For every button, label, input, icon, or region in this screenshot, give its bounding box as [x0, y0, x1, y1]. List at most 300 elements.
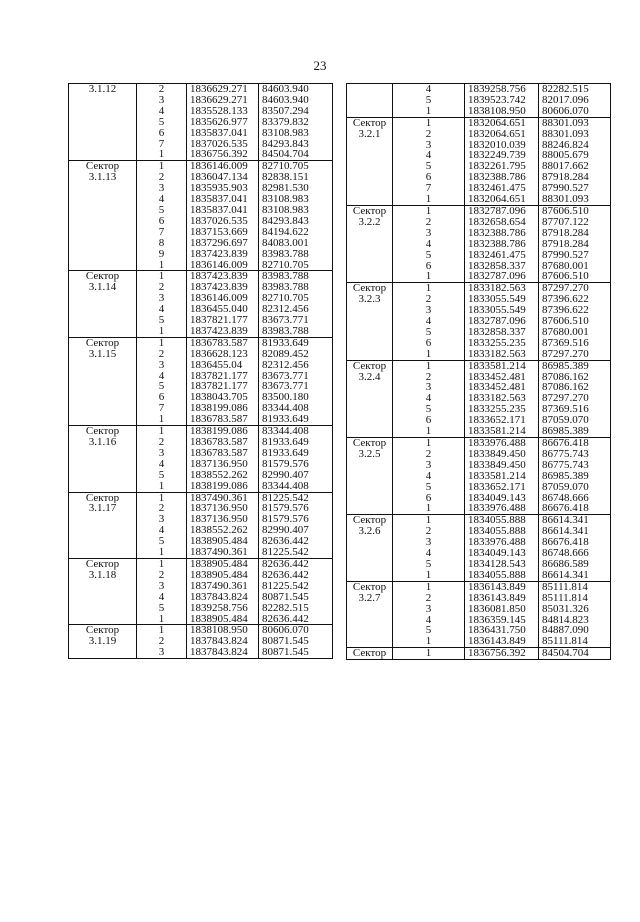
- point-number: 1: [137, 558, 187, 569]
- coordinate-y: 82636.442: [259, 558, 333, 569]
- coordinate-y: 86775.743: [539, 460, 611, 471]
- coordinate-x: 1834055.888: [465, 570, 539, 581]
- coordinate-x: 1837026.535: [187, 139, 259, 150]
- table-row: [69, 414, 333, 425]
- coordinate-x: 1837821.177: [187, 371, 259, 382]
- coordinate-x: 1832064.651: [465, 117, 539, 128]
- point-number: 5: [158, 602, 165, 614]
- point-number: 3: [425, 227, 432, 239]
- coordinate-x: 1836143.849: [465, 581, 539, 592]
- sector-label: Сектор: [347, 515, 393, 526]
- coordinate-y: 87918.284: [539, 228, 611, 239]
- coordinate-y: 83673.771: [259, 315, 333, 326]
- coordinate-y: 81225.542: [259, 492, 333, 503]
- point-number: 2: [425, 371, 432, 383]
- point-number: 1: [137, 149, 187, 160]
- coordinate-y: 85111.814: [539, 636, 611, 647]
- sector-label: [69, 614, 137, 625]
- table-row: [69, 426, 333, 437]
- table-row: [69, 647, 333, 658]
- table-row: [69, 293, 333, 304]
- sector-label: 3.1.14: [69, 282, 137, 293]
- coordinate-x: 1836455.040: [187, 304, 259, 315]
- coordinate-x: 1838199.086: [187, 403, 259, 414]
- coordinate-x: 1833182.563: [465, 283, 539, 294]
- coordinate-y: 82636.442: [259, 614, 333, 625]
- point-number: 2: [158, 172, 165, 184]
- table-row: [69, 161, 333, 172]
- table-row: [347, 404, 611, 415]
- point-number: 4: [425, 548, 432, 559]
- point-number: 5: [158, 315, 165, 326]
- coordinate-y: 81225.542: [259, 581, 333, 592]
- point-number: 1: [137, 271, 187, 282]
- coordinate-y: 80871.545: [259, 592, 333, 603]
- table-row: [69, 249, 333, 260]
- sector-label: [347, 382, 393, 393]
- point-number: 2: [158, 503, 165, 515]
- table-row: [347, 438, 611, 449]
- point-number: 5: [425, 161, 432, 173]
- point-number: 3: [425, 305, 432, 317]
- table-row: [69, 525, 333, 536]
- sector-label: [69, 249, 137, 260]
- point-number: 4: [158, 591, 165, 603]
- coordinate-y: 82636.442: [259, 536, 333, 547]
- coordinate-x: 1837843.824: [187, 592, 259, 603]
- coordinate-x: 1832461.475: [465, 250, 539, 261]
- table-row: [69, 326, 333, 337]
- coordinate-y: 82990.407: [259, 525, 333, 536]
- coordinate-y: 84814.823: [539, 615, 611, 626]
- point-number: 9: [158, 248, 165, 260]
- coordinate-y: 86985.389: [539, 471, 611, 482]
- sector-label: [347, 84, 393, 95]
- sector-label: [347, 493, 393, 504]
- coordinate-y: 88301.093: [539, 129, 611, 140]
- coordinate-x: 1833182.563: [465, 349, 539, 360]
- table-row: [347, 515, 611, 526]
- coordinate-x: 1838552.262: [187, 525, 259, 536]
- coordinate-y: 87918.284: [539, 239, 611, 250]
- point-number: 4: [393, 84, 465, 95]
- sector-label: 3.2.1: [347, 129, 393, 140]
- sector-label: 3.2.3: [347, 294, 393, 305]
- point-number: 1: [137, 260, 187, 271]
- table-row: [347, 537, 611, 548]
- point-number: 3: [158, 183, 165, 195]
- coordinate-y: 87369.516: [539, 404, 611, 415]
- sector-label: [347, 183, 393, 194]
- coordinate-x: 1836756.392: [465, 648, 539, 660]
- sector-label: [69, 194, 137, 205]
- coordinate-y: 82838.151: [259, 172, 333, 183]
- table-row: [347, 426, 611, 437]
- table-row: [69, 437, 333, 448]
- sector-label: [69, 205, 137, 216]
- point-number: 3: [158, 580, 165, 592]
- sector-label: [347, 349, 393, 360]
- table-row: [69, 570, 333, 581]
- coordinate-x: 1836146.009: [187, 293, 259, 304]
- sector-label: [69, 95, 137, 106]
- coordinate-x: 1836431.750: [465, 625, 539, 636]
- sector-label: [69, 514, 137, 525]
- coordinate-x: 1836629.271: [187, 84, 259, 95]
- table-row: [69, 448, 333, 459]
- sector-label: [347, 426, 393, 437]
- point-number: 1: [137, 337, 187, 348]
- sector-label: [347, 625, 393, 636]
- coordinate-x: 1838199.086: [187, 426, 259, 437]
- table-row: [69, 403, 333, 414]
- sector-label: [347, 338, 393, 349]
- sector-label: [69, 149, 137, 160]
- sector-label: [347, 415, 393, 426]
- point-number: 6: [158, 127, 165, 139]
- coordinate-y: 83108.983: [259, 128, 333, 139]
- point-number: 6: [158, 392, 165, 404]
- point-number: 2: [425, 592, 432, 604]
- coordinate-y: 80606.070: [259, 625, 333, 636]
- table-row: [347, 172, 611, 183]
- point-number: 1: [393, 648, 465, 660]
- sector-label: [347, 239, 393, 250]
- sector-label: [69, 403, 137, 414]
- sector-label: [69, 238, 137, 249]
- sector-label: [347, 548, 393, 559]
- coordinate-y: 86614.341: [539, 515, 611, 526]
- point-number: 2: [137, 84, 187, 95]
- sector-label: Сектор: [347, 648, 393, 660]
- table-row: [347, 648, 611, 660]
- sector-label: [347, 305, 393, 316]
- sector-label: [69, 603, 137, 614]
- sector-label: Сектор: [69, 426, 137, 437]
- sector-label: [347, 503, 393, 514]
- table-row: [69, 603, 333, 614]
- coordinate-y: 84083.001: [259, 238, 333, 249]
- sector-label: [347, 471, 393, 482]
- sector-label: [347, 106, 393, 117]
- coordinate-y: 83108.983: [259, 205, 333, 216]
- table-row: [347, 106, 611, 117]
- coordinate-y: 88005.679: [539, 150, 611, 161]
- coordinate-y: 81579.576: [259, 514, 333, 525]
- sector-label: [69, 470, 137, 481]
- table-row: [347, 183, 611, 194]
- point-number: 5: [425, 326, 432, 338]
- table-row: [69, 503, 333, 514]
- coordinate-y: 86676.418: [539, 503, 611, 514]
- table-row: [69, 260, 333, 271]
- coordinate-x: 1837490.361: [187, 492, 259, 503]
- coordinate-x: 1832388.786: [465, 239, 539, 250]
- sector-label: [69, 414, 137, 425]
- point-number: 3: [425, 603, 432, 615]
- table-row: [69, 349, 333, 360]
- coordinate-y: 81933.649: [259, 448, 333, 459]
- coordinate-x: 1837136.950: [187, 503, 259, 514]
- sector-label: [69, 592, 137, 603]
- coordinate-y: 87086.162: [539, 382, 611, 393]
- table-row: [69, 636, 333, 647]
- coordinate-y: 87606.510: [539, 271, 611, 282]
- table-row: [69, 592, 333, 603]
- sector-label: Сектор: [347, 117, 393, 128]
- coordinate-y: 87059.070: [539, 482, 611, 493]
- table-row: [69, 172, 333, 183]
- point-number: 4: [425, 316, 432, 327]
- table-row: [69, 84, 333, 95]
- coordinate-x: 1833581.214: [465, 471, 539, 482]
- coordinate-x: 1837490.361: [187, 581, 259, 592]
- coordinate-x: 1838108.950: [465, 106, 539, 117]
- table-row: [347, 305, 611, 316]
- table-row: [69, 492, 333, 503]
- point-number: 4: [425, 238, 432, 250]
- coordinate-x: 1839258.756: [187, 603, 259, 614]
- table-row: [69, 282, 333, 293]
- sector-label: [69, 326, 137, 337]
- table-row: [347, 150, 611, 161]
- sector-label: Сектор: [69, 271, 137, 282]
- coordinate-x: 1836783.587: [187, 414, 259, 425]
- table-row: [347, 449, 611, 460]
- sector-label: [347, 140, 393, 151]
- coordinate-x: 1832787.096: [465, 271, 539, 282]
- sector-label: 3.1.15: [69, 349, 137, 360]
- coordinates-table-left: [68, 83, 333, 659]
- coordinate-x: 1836628.123: [187, 349, 259, 360]
- coordinate-x: 1838199.086: [187, 481, 259, 492]
- point-number: 7: [158, 138, 165, 150]
- point-number: 4: [158, 304, 165, 316]
- coordinate-x: 1836146.009: [187, 260, 259, 271]
- coordinate-x: 1833849.450: [465, 460, 539, 471]
- coordinate-x: 1836146.009: [187, 161, 259, 172]
- point-number: 1: [393, 426, 465, 437]
- coordinate-x: 1837423.839: [187, 282, 259, 293]
- coordinate-x: 1832249.739: [465, 150, 539, 161]
- sector-label: [347, 161, 393, 172]
- point-number: 3: [158, 359, 165, 371]
- coordinate-y: 84887.090: [539, 625, 611, 636]
- sector-label: [69, 581, 137, 592]
- table-row: [69, 183, 333, 194]
- point-number: 7: [158, 403, 165, 415]
- coordinate-y: 87606.510: [539, 316, 611, 327]
- coordinate-y: 84603.940: [259, 95, 333, 106]
- table-row: [347, 194, 611, 205]
- table-row: [69, 238, 333, 249]
- coordinate-y: 87297.270: [539, 283, 611, 294]
- table-row: [69, 392, 333, 403]
- coordinate-x: 1832388.786: [465, 228, 539, 239]
- sector-label: [347, 150, 393, 161]
- point-number: 3: [137, 647, 187, 658]
- table-row: [347, 526, 611, 537]
- coordinate-x: 1832010.039: [465, 140, 539, 151]
- coordinate-x: 1834049.143: [465, 493, 539, 504]
- coordinate-y: 80871.545: [259, 647, 333, 658]
- point-number: 4: [425, 470, 432, 482]
- coordinate-y: 81225.542: [259, 547, 333, 558]
- coordinate-x: 1837821.177: [187, 315, 259, 326]
- table-row: [69, 128, 333, 139]
- point-number: 5: [425, 249, 432, 261]
- coordinate-y: 87396.622: [539, 294, 611, 305]
- coordinate-x: 1838905.484: [187, 536, 259, 547]
- coordinate-x: 1835837.041: [187, 194, 259, 205]
- sector-label: [347, 261, 393, 272]
- coordinate-y: 82710.705: [259, 260, 333, 271]
- point-number: 3: [158, 293, 165, 305]
- table-row: [69, 614, 333, 625]
- point-number: 1: [393, 349, 465, 360]
- table-row: [347, 559, 611, 570]
- table-row: [347, 625, 611, 636]
- coordinate-y: 87606.510: [539, 205, 611, 216]
- coordinate-x: 1836143.849: [465, 636, 539, 647]
- coordinate-x: 1838552.262: [187, 470, 259, 481]
- table-row: [347, 570, 611, 581]
- table-row: [347, 140, 611, 151]
- sector-label: Сектор: [347, 283, 393, 294]
- table-row: [69, 149, 333, 160]
- sector-label: 3.2.7: [347, 593, 393, 604]
- table-row: [69, 581, 333, 592]
- coordinate-x: 1833055.549: [465, 305, 539, 316]
- page-number: 23: [313, 58, 327, 73]
- sector-label: Сектор: [69, 337, 137, 348]
- sector-label: 3.2.5: [347, 449, 393, 460]
- table-row: [347, 382, 611, 393]
- coordinate-x: 1837153.669: [187, 227, 259, 238]
- coordinate-y: 85111.814: [539, 593, 611, 604]
- point-number: 4: [158, 458, 165, 470]
- table-row: [347, 84, 611, 95]
- table-row: [347, 593, 611, 604]
- coordinate-x: 1837843.824: [187, 636, 259, 647]
- coordinate-y: 84293.843: [259, 139, 333, 150]
- point-number: 1: [137, 481, 187, 492]
- coordinate-y: 82312.456: [259, 304, 333, 315]
- coordinate-y: 86676.418: [539, 438, 611, 449]
- point-number: 2: [425, 128, 432, 140]
- point-number: 6: [158, 215, 165, 227]
- coordinate-x: 1837821.177: [187, 381, 259, 392]
- point-number: 1: [393, 106, 465, 117]
- coordinate-y: 83983.788: [259, 271, 333, 282]
- point-number: 8: [158, 237, 165, 249]
- table-row: [69, 371, 333, 382]
- coordinate-y: 82710.705: [259, 293, 333, 304]
- coordinate-y: 83379.832: [259, 117, 333, 128]
- coordinate-x: 1837423.839: [187, 326, 259, 337]
- sector-label: [347, 172, 393, 183]
- point-number: 1: [393, 271, 465, 282]
- point-number: 1: [393, 117, 465, 128]
- point-number: 6: [425, 492, 432, 504]
- table-row: [347, 283, 611, 294]
- table-row: [347, 604, 611, 615]
- table-row: [347, 615, 611, 626]
- coordinate-x: 1837296.697: [187, 238, 259, 249]
- point-number: 1: [393, 205, 465, 216]
- coordinate-x: 1839258.756: [465, 84, 539, 95]
- coordinate-y: 83983.788: [259, 326, 333, 337]
- coordinate-x: 1832388.786: [465, 172, 539, 183]
- table-row: [347, 349, 611, 360]
- coordinate-y: 81933.649: [259, 437, 333, 448]
- coordinate-x: 1833581.214: [465, 426, 539, 437]
- coordinate-y: 82282.515: [539, 84, 611, 95]
- coordinate-y: 81579.576: [259, 459, 333, 470]
- point-number: 3: [425, 459, 432, 471]
- sector-label: [69, 448, 137, 459]
- point-number: 4: [158, 105, 165, 117]
- point-number: 6: [425, 172, 432, 184]
- coordinate-x: 1837136.950: [187, 514, 259, 525]
- coordinate-y: 84603.940: [259, 84, 333, 95]
- sector-label: [69, 293, 137, 304]
- coordinate-y: 87297.270: [539, 393, 611, 404]
- coordinate-x: 1833255.235: [465, 404, 539, 415]
- coordinate-x: 1836783.587: [187, 448, 259, 459]
- point-number: 1: [393, 360, 465, 371]
- coordinate-y: 82282.515: [259, 603, 333, 614]
- sector-label: [69, 360, 137, 371]
- coordinate-x: 1837423.839: [187, 249, 259, 260]
- sector-label: 3.1.17: [69, 503, 137, 514]
- table-row: [69, 470, 333, 481]
- point-number: 1: [137, 625, 187, 636]
- coordinate-x: 1837026.535: [187, 216, 259, 227]
- point-number: 5: [158, 536, 165, 548]
- point-number: 2: [158, 282, 165, 294]
- coordinate-y: 87918.284: [539, 172, 611, 183]
- sector-label: 3.1.19: [69, 636, 137, 647]
- coordinate-x: 1838043.705: [187, 392, 259, 403]
- sector-label: [347, 460, 393, 471]
- coordinate-y: 82312.456: [259, 360, 333, 371]
- coordinate-x: 1839523.742: [465, 95, 539, 106]
- sector-label: [69, 459, 137, 470]
- coordinate-y: 86614.341: [539, 570, 611, 581]
- point-number: 3: [158, 447, 165, 459]
- coordinate-y: 85031.326: [539, 604, 611, 615]
- sector-label: Сектор: [347, 205, 393, 216]
- point-number: 2: [425, 216, 432, 228]
- table-row: [347, 482, 611, 493]
- table-row: [347, 95, 611, 106]
- coordinate-y: 84504.704: [539, 648, 611, 660]
- coordinate-x: 1835626.977: [187, 117, 259, 128]
- sector-label: Сектор: [69, 492, 137, 503]
- coordinate-x: 1832461.475: [465, 183, 539, 194]
- sector-label: [347, 636, 393, 647]
- point-number: 5: [158, 116, 165, 128]
- point-number: 1: [393, 515, 465, 526]
- coordinate-y: 84293.843: [259, 216, 333, 227]
- coordinate-x: 1833976.488: [465, 438, 539, 449]
- table-row: [69, 547, 333, 558]
- coordinate-x: 1833849.450: [465, 449, 539, 460]
- table-row: [69, 625, 333, 636]
- coordinate-y: 81579.576: [259, 503, 333, 514]
- table-row: [347, 239, 611, 250]
